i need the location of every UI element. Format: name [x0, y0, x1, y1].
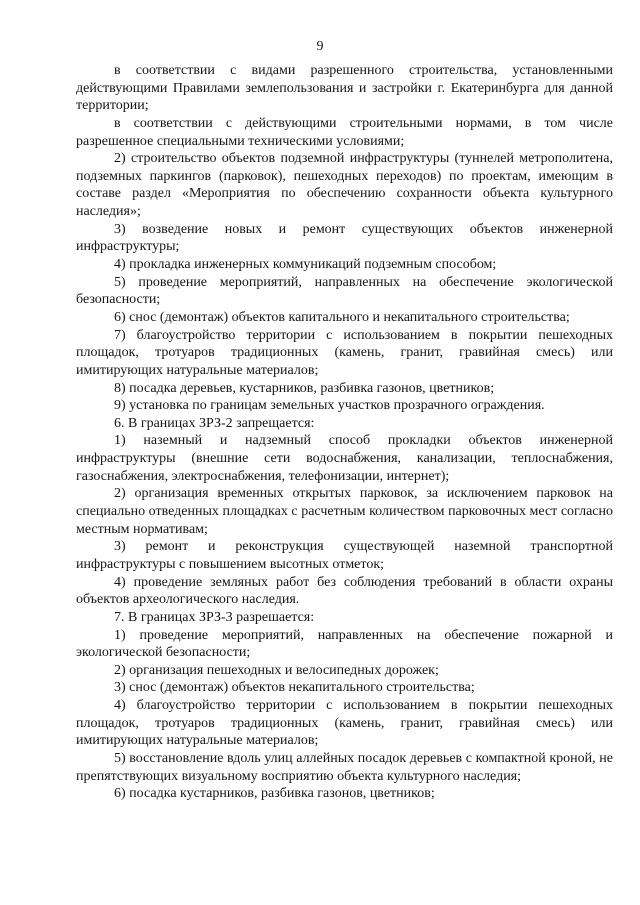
- document-body: [76, 62, 613, 803]
- paragraph: 7) благоустройство территории с использованием в покрытии пешеходных площадок, тротуаров традиционных (камень, гранит, гравийная смесь) или имитирующих натуральные материалов;: [76, 327, 613, 378]
- page-number: 9: [316, 39, 324, 54]
- paragraph: 5) восстановление вдоль улиц аллейных посадок деревьев с компактной кроной, не препятствующих визуальному восприятию объекта культурного наследия;: [76, 750, 613, 784]
- paragraph: 2) организация пешеходных и велосипедных дорожек;: [114, 662, 439, 678]
- section-heading: 7. В границах ЗРЗ-3 разрешается:: [114, 609, 315, 625]
- paragraph: в соответствии с видами разрешенного строительства, установленными действующими Правилами землепользования и застройки г. Екатеринбурга для данной территории;: [76, 63, 613, 114]
- paragraph: 9) установка по границам земельных участков прозрачного ограждения.: [114, 398, 545, 414]
- paragraph: 3) снос (демонтаж) объектов некапитального строительства;: [114, 680, 475, 696]
- paragraph: 1) проведение мероприятий, направленных на обеспечение пожарной и экологической безопасности;: [76, 627, 613, 661]
- paragraph: 1) наземный и надземный способ прокладки объектов инженерной инфраструктуры (внешние сети водоснабжения, канализации, теплоснабжения, газоснабжения, электроснабжения, телефонизации, интернет);: [76, 433, 613, 484]
- paragraph: 2) организация временных открытых парковок, за исключением парковок на специально отведенных площадках с расчетным количеством парковочных мест согласно местным нормативам;: [76, 486, 613, 537]
- paragraph: 4) проведение земляных работ без соблюдения требований в области охраны объектов археологического наследия.: [76, 574, 613, 608]
- paragraph: 6) снос (демонтаж) объектов капитального и некапитального строительства;: [114, 309, 570, 325]
- paragraph: 4) прокладка инженерных коммуникаций подземным способом;: [114, 257, 497, 273]
- paragraph: 5) проведение мероприятий, направленных на обеспечение экологической безопасности;: [76, 274, 613, 308]
- paragraph: 2) строительство объектов подземной инфраструктуры (туннелей метрополитена, подземных паркингов (парковок), пешеходных переходов) по проектам, имеющим в составе раздел «Мероприятия по обеспечению сохранности объекта культурного наследия»;: [76, 151, 613, 220]
- section-heading: 6. В границах ЗРЗ-2 запрещается:: [114, 415, 315, 431]
- paragraph: 4) благоустройство территории с использованием в покрытии пешеходных площадок, тротуаров традиционных (камень, гранит, гравийная смесь) или имитирующих натуральные материалов;: [76, 698, 613, 749]
- paragraph: 3) ремонт и реконструкция существующей наземной транспортной инфраструктуры с повышением высотных отметок;: [76, 539, 613, 572]
- paragraph: 8) посадка деревьев, кустарников, разбивка газонов, цветников;: [114, 380, 495, 396]
- paragraph: в соответствии с действующими строительными нормами, в том числе разрешенное специальными техническими условиями;: [76, 115, 613, 149]
- paragraph: 6) посадка кустарников, разбивка газонов, цветников;: [114, 786, 435, 802]
- paragraph: 3) возведение новых и ремонт существующих объектов инженерной инфраструктуры;: [76, 221, 613, 255]
